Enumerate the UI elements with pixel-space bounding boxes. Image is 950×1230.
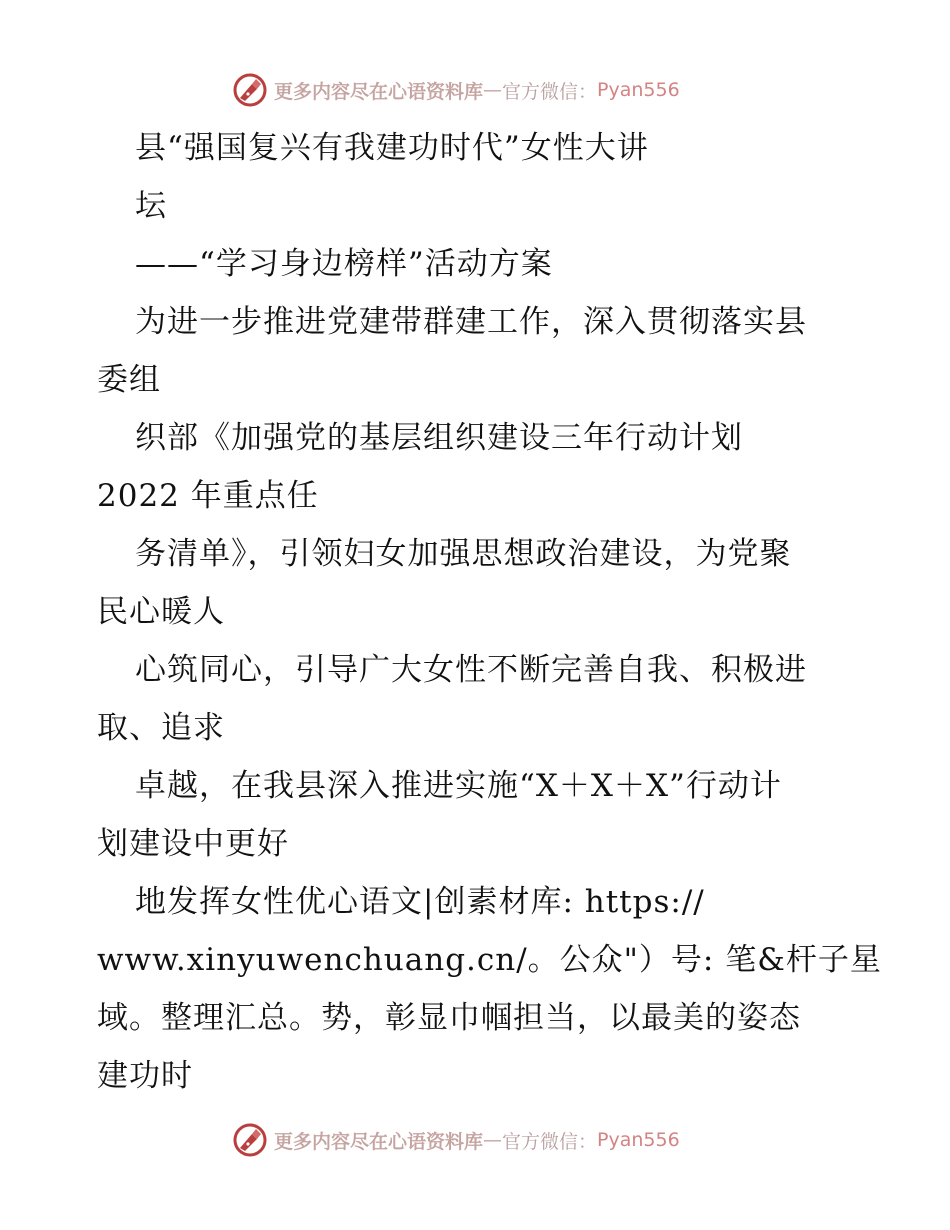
doc-line-subtitle: ——“学习身边榜样”活动方案 <box>135 246 553 282</box>
doc-line: www.xinyuwenchuang.cn/。公众"）号: 笔&杆子星 <box>97 942 882 978</box>
doc-line: 取、追求 <box>97 710 225 746</box>
doc-line: 民心暖人 <box>97 594 225 630</box>
pen-nib-logo-icon <box>232 72 268 108</box>
doc-line: 务清单》，引领妇女加强思想政治建设，为党聚 <box>135 536 792 572</box>
footer-watermark <box>232 1122 680 1158</box>
watermark-main-text: 更多内容尽在心语资料库 <box>274 80 484 103</box>
watermark-wechat-label: 官方微信： <box>502 1130 598 1153</box>
watermark-separator: — <box>483 1129 503 1151</box>
doc-line: 织部《加强党的基层组织建设三年行动计划 <box>135 420 743 456</box>
doc-line: 为进一步推进党建带群建工作，深入贯彻落实县 <box>135 304 807 340</box>
doc-line: 建功时 <box>97 1058 193 1094</box>
watermark-wechat-id: Pyan556 <box>597 1129 680 1151</box>
header-watermark <box>232 72 680 108</box>
doc-line: 域。整理汇总。势，彰显巾帼担当，以最美的姿态 <box>97 1000 801 1036</box>
doc-line: 地发挥女性优心语文|创素材库: https:// <box>135 884 705 920</box>
doc-line: 卓越，在我县深入推进实施“X＋X＋X”行动计 <box>135 768 782 804</box>
doc-line-title-2: 坛 <box>135 188 167 224</box>
doc-line: 2022 年重点任 <box>97 478 319 514</box>
watermark-main-text: 更多内容尽在心语资料库 <box>274 1130 484 1153</box>
watermark-wechat-label: 官方微信： <box>502 80 598 103</box>
watermark-separator: — <box>483 79 503 101</box>
watermark-wechat-id: Pyan556 <box>597 79 680 101</box>
doc-line: 划建设中更好 <box>97 826 289 862</box>
pen-nib-logo-icon <box>232 1122 268 1158</box>
doc-line: 心筑同心，引导广大女性不断完善自我、积极进 <box>135 652 807 688</box>
doc-line-title-1: 县“强国复兴有我建功时代”女性大讲 <box>135 130 649 166</box>
doc-line: 委组 <box>97 362 161 398</box>
